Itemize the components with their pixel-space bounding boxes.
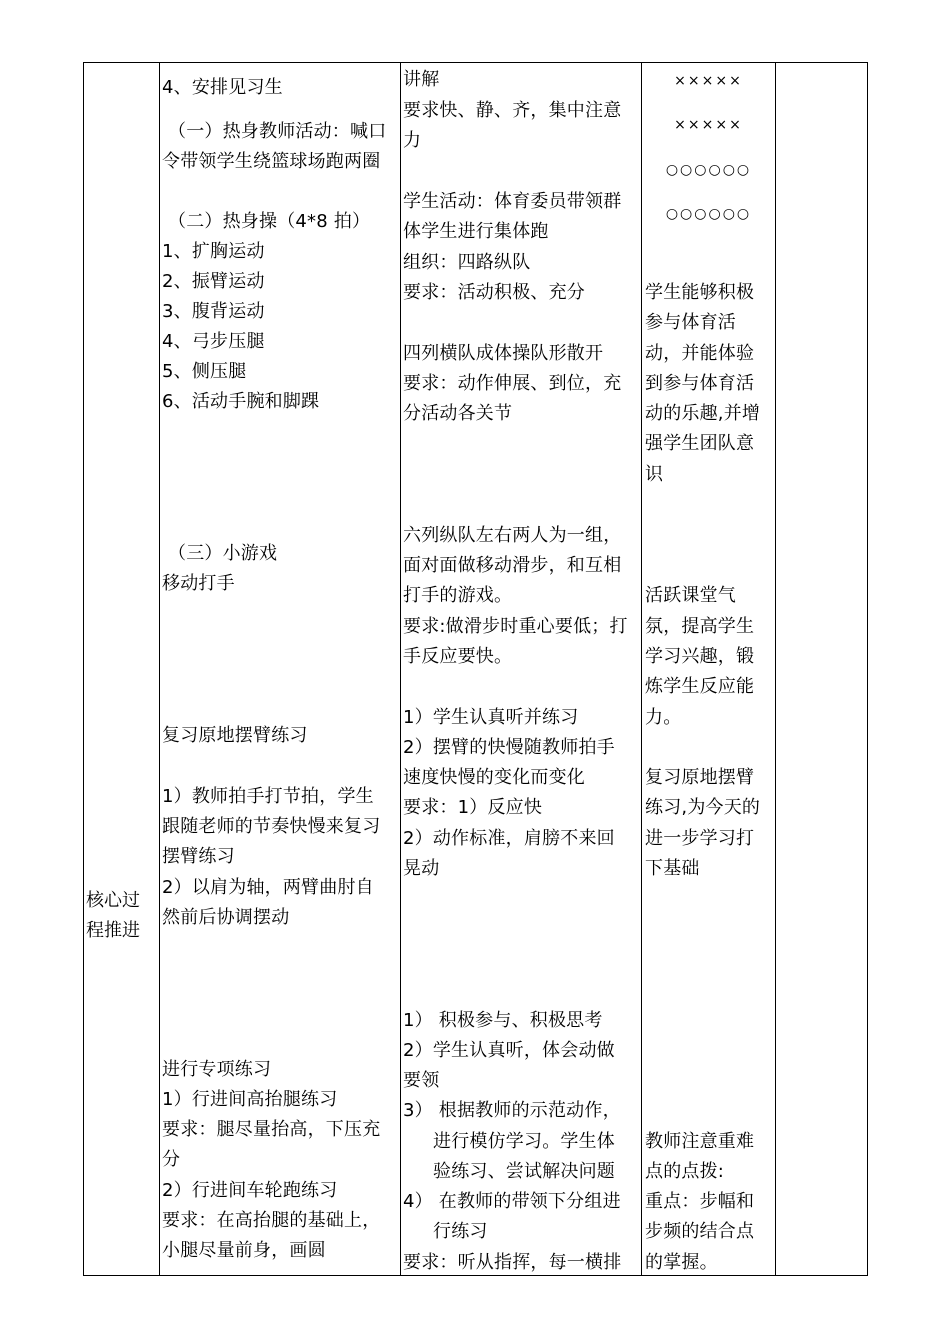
content-line: 然前后协调摆动 (162, 907, 290, 928)
method-line: 要求：动作伸展、到位，充 (403, 373, 622, 394)
intent-line: 学生能够积极 (645, 282, 755, 303)
content-line: 6、活动手腕和脚踝 (162, 391, 320, 412)
intent-line: 力。 (645, 707, 682, 728)
content-line: 4、安排见习生 (162, 77, 283, 98)
intent-line: 参与体育活 (645, 312, 736, 333)
intent-line: 教师注意重难 (645, 1131, 755, 1152)
method-line: 面对面做移动滑步，和互相 (403, 555, 622, 576)
content-line: 4、弓步压腿 (162, 331, 265, 352)
method-line: 要求：活动积极、充分 (403, 282, 585, 303)
content-line: 1、扩胸运动 (162, 241, 265, 262)
formation-row: ○○○○○○ (665, 162, 752, 178)
formation-row: ××××× (674, 73, 743, 89)
content-line: 要求：腿尽量抬高，下压充 (162, 1119, 381, 1140)
content-cell (160, 63, 401, 1276)
content-line: 2、振臂运动 (162, 271, 265, 292)
intent-line: 强学生团队意 (645, 433, 755, 454)
content-line: 摆臂练习 (162, 846, 235, 867)
method-line: 验练习、尝试解决问题 (433, 1161, 615, 1182)
method-line: 要求:做滑步时重心要低；打 (403, 616, 628, 637)
method-line: 手反应要快。 (403, 646, 513, 667)
content-line: 5、侧压腿 (162, 361, 247, 382)
method-line: 4） 在教师的带领下分组进 (403, 1191, 621, 1212)
method-cell (401, 63, 642, 1276)
intent-line: 的掌握。 (645, 1252, 718, 1273)
method-line: 晃动 (403, 858, 440, 879)
intent-line: 重点：步幅和 (645, 1191, 755, 1212)
method-line: 要领 (403, 1070, 440, 1091)
method-line: 六列纵队左右两人为一组， (403, 525, 622, 546)
method-line: 讲解 (403, 69, 440, 90)
method-line: 要求：听从指挥，每一横排 (403, 1252, 622, 1273)
method-line: 打手的游戏。 (403, 585, 513, 606)
intent-line: 到参与体育活 (645, 373, 755, 394)
method-line: 3） 根据教师的示范动作， (403, 1100, 621, 1121)
stage-label: 核心过 程推进 (86, 890, 140, 941)
method-line: 1）学生认真听并练习 (403, 707, 579, 728)
intent-line: 步频的结合点 (645, 1221, 755, 1242)
content-line: 2）行进间车轮跑练习 (162, 1180, 338, 1201)
content-line: 分 (162, 1149, 181, 1170)
intent-line: 动的乐趣,并增 (645, 403, 761, 424)
content-line: 3、腹背运动 (162, 301, 265, 322)
intent-line: 点的点拨: (645, 1161, 725, 1182)
formation-row: ××××× (674, 117, 743, 133)
notes-cell (776, 63, 868, 1276)
content-line: 复习原地摆臂练习 (162, 725, 308, 746)
intent-line: 氛，提高学生 (645, 616, 755, 637)
content-line: 跟随老师的节奏快慢来复习 (162, 816, 381, 837)
method-line: 要求快、静、齐，集中注意 (403, 100, 622, 121)
intent-line: 学习兴趣，锻 (645, 646, 755, 667)
method-line: 1） 积极参与、积极思考 (403, 1010, 603, 1031)
content-line: （一）热身教师活动：喊口 (168, 121, 387, 142)
method-line: 力 (403, 130, 422, 151)
content-line: 移动打手 (162, 573, 235, 594)
method-line: 学生活动：体育委员带领群 (403, 191, 622, 212)
intent-line: 识 (645, 464, 664, 485)
content-line: 进行专项练习 (162, 1059, 272, 1080)
method-line: 2）摆臂的快慢随教师拍手 (403, 737, 615, 758)
content-line: 令带领学生绕篮球场跑两圈 (162, 151, 381, 172)
lesson-plan-table (83, 62, 868, 1276)
content-line: （二）热身操（4*8 拍） (168, 211, 371, 232)
intent-line: 动，并能体验 (645, 343, 755, 364)
formation-row: ○○○○○○ (665, 206, 752, 222)
method-line: 四列横队成体操队形散开 (403, 343, 604, 364)
method-line: 组织：四路纵队 (403, 252, 531, 273)
intent-line: 进一步学习打 (645, 828, 755, 849)
method-line: 2）学生认真听，体会动做 (403, 1040, 615, 1061)
method-line: 要求：1）反应快 (403, 797, 543, 818)
intent-line: 活跃课堂气 (645, 585, 736, 606)
intent-line: 练习,为今天的 (645, 797, 761, 818)
intent-cell (642, 63, 776, 1276)
content-line: 要求：在高抬腿的基础上， (162, 1210, 381, 1231)
method-line: 速度快慢的变化而变化 (403, 767, 585, 788)
content-line: 1）教师拍手打节拍，学生 (162, 786, 374, 807)
content-line: 1）行进间高抬腿练习 (162, 1089, 338, 1110)
content-line: 2）以肩为轴，两臂曲肘自 (162, 877, 374, 898)
method-line: 进行模仿学习。学生体 (433, 1131, 615, 1152)
intent-line: 炼学生反应能 (645, 676, 755, 697)
method-line: 行练习 (433, 1221, 488, 1242)
method-line: 体学生进行集体跑 (403, 221, 549, 242)
intent-line: 下基础 (645, 858, 700, 879)
method-line: 2）动作标准，肩膀不来回 (403, 828, 615, 849)
content-line: （三）小游戏 (168, 543, 278, 564)
intent-line: 复习原地摆臂 (645, 767, 755, 788)
stage-cell (84, 63, 160, 1276)
method-line: 分活动各关节 (403, 403, 513, 424)
content-line: 小腿尽量前身，画圆 (162, 1240, 326, 1261)
